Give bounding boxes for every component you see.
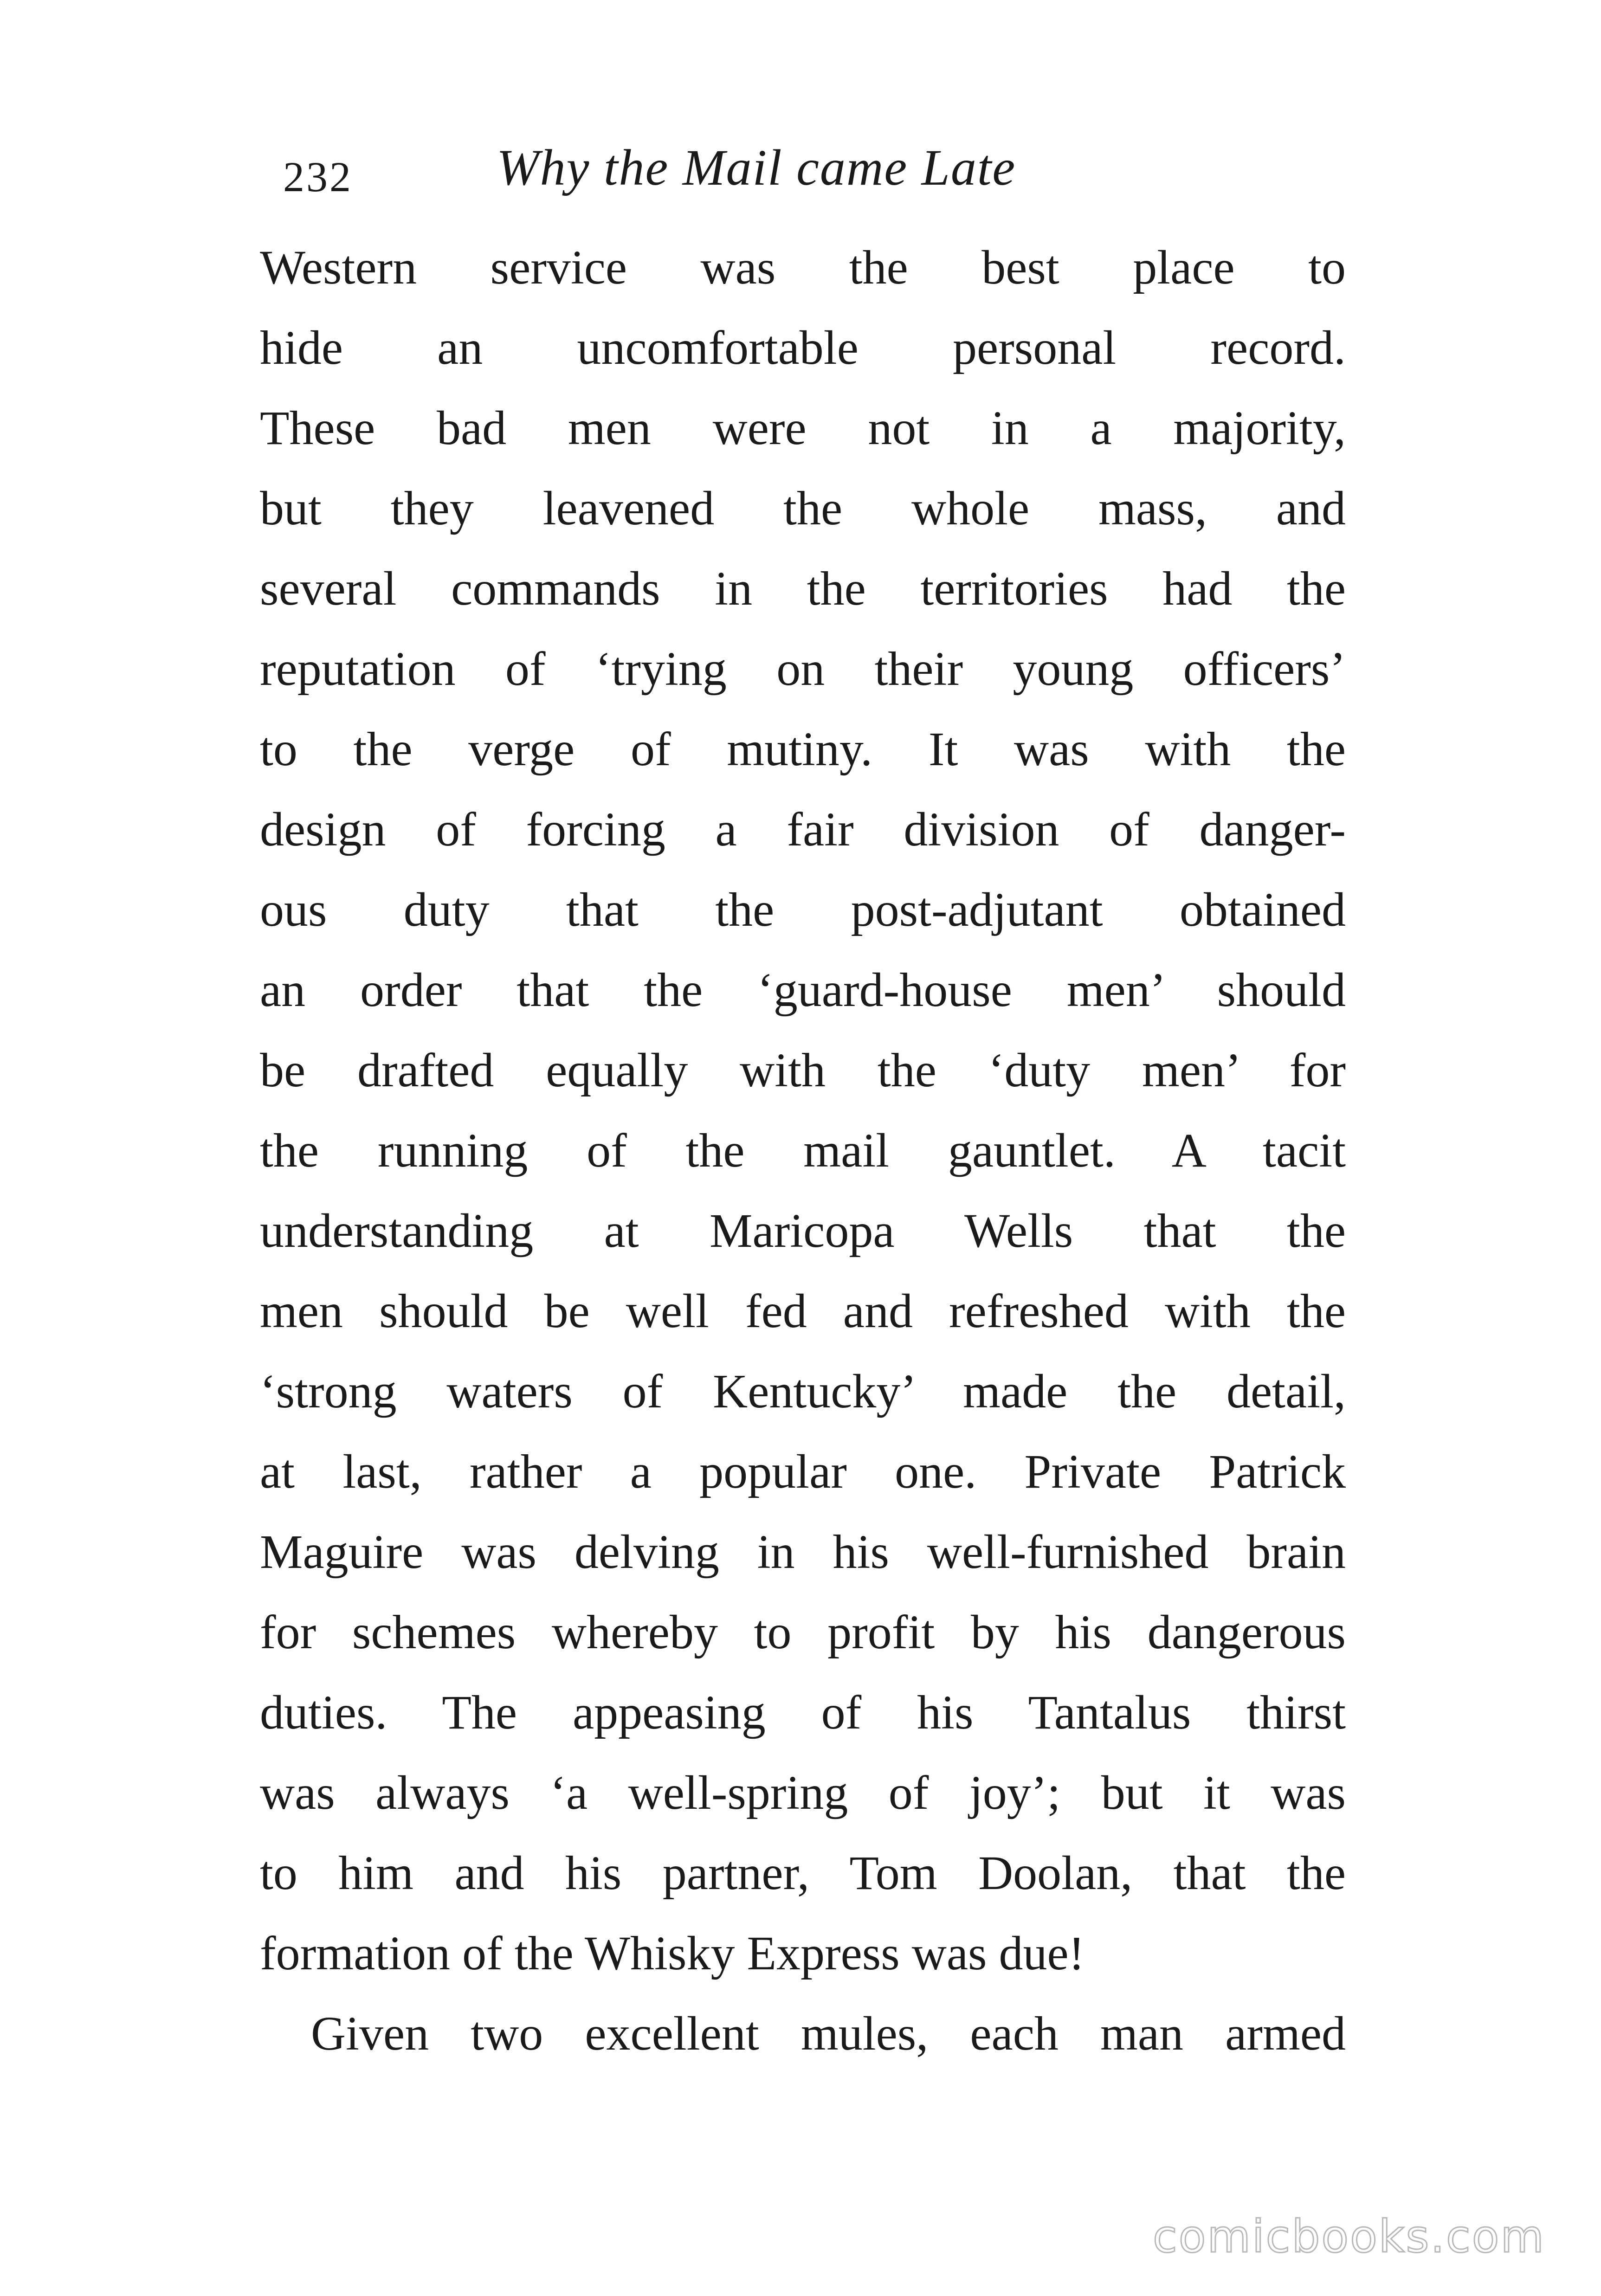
text-line: understanding at Maricopa Wells that the — [260, 1204, 1346, 1258]
text-line: the running of the mail gauntlet. A tacit — [260, 1124, 1346, 1177]
running-head — [283, 138, 1336, 208]
text-line: reputation of ‘trying on their young officers’ — [260, 642, 1346, 696]
paragraph-end-line: formation of the Whisky Express was due! — [260, 1927, 1085, 1980]
text-line: at last, rather a popular one. Private Patrick — [260, 1445, 1346, 1498]
text-line: be drafted equally with the ‘duty men’ for — [260, 1044, 1346, 1097]
text-line: duties. The appeasing of his Tantalus thirst — [260, 1686, 1346, 1739]
text-line: Western service was the best place to — [260, 241, 1346, 294]
text-line: design of forcing a fair division of danger- — [260, 803, 1346, 856]
text-line: men should be well fed and refreshed with the — [260, 1284, 1346, 1338]
text-line: ous duty that the post-adjutant obtained — [260, 883, 1346, 936]
paragraph-start-line: Given two excellent mules, each man armed — [311, 2007, 1346, 2060]
running-title: Why the Mail came Late — [497, 139, 1016, 196]
text-line: to him and his partner, Tom Doolan, that the — [260, 1846, 1346, 1900]
body-text — [260, 227, 1346, 2074]
text-line: for schemes whereby to profit by his dangerous — [260, 1606, 1346, 1659]
watermark: comicbooks.com — [1152, 2211, 1545, 2263]
text-line: an order that the ‘guard-house men’ should — [260, 963, 1346, 1017]
text-line: was always ‘a well-spring of joy’; but it was — [260, 1766, 1346, 1819]
text-line: Maguire was delving in his well-furnished brain — [260, 1525, 1346, 1579]
text-line: hide an uncomfortable personal record. — [260, 321, 1346, 374]
text-line: to the verge of mutiny. It was with the — [260, 722, 1346, 776]
text-line: several commands in the territories had the — [260, 562, 1346, 615]
page-number: 232 — [283, 153, 353, 200]
text-line: ‘strong waters of Kentucky’ made the detail, — [260, 1365, 1346, 1418]
text-line: These bad men were not in a majority, — [260, 401, 1346, 455]
text-line: but they leavened the whole mass, and — [260, 482, 1346, 535]
